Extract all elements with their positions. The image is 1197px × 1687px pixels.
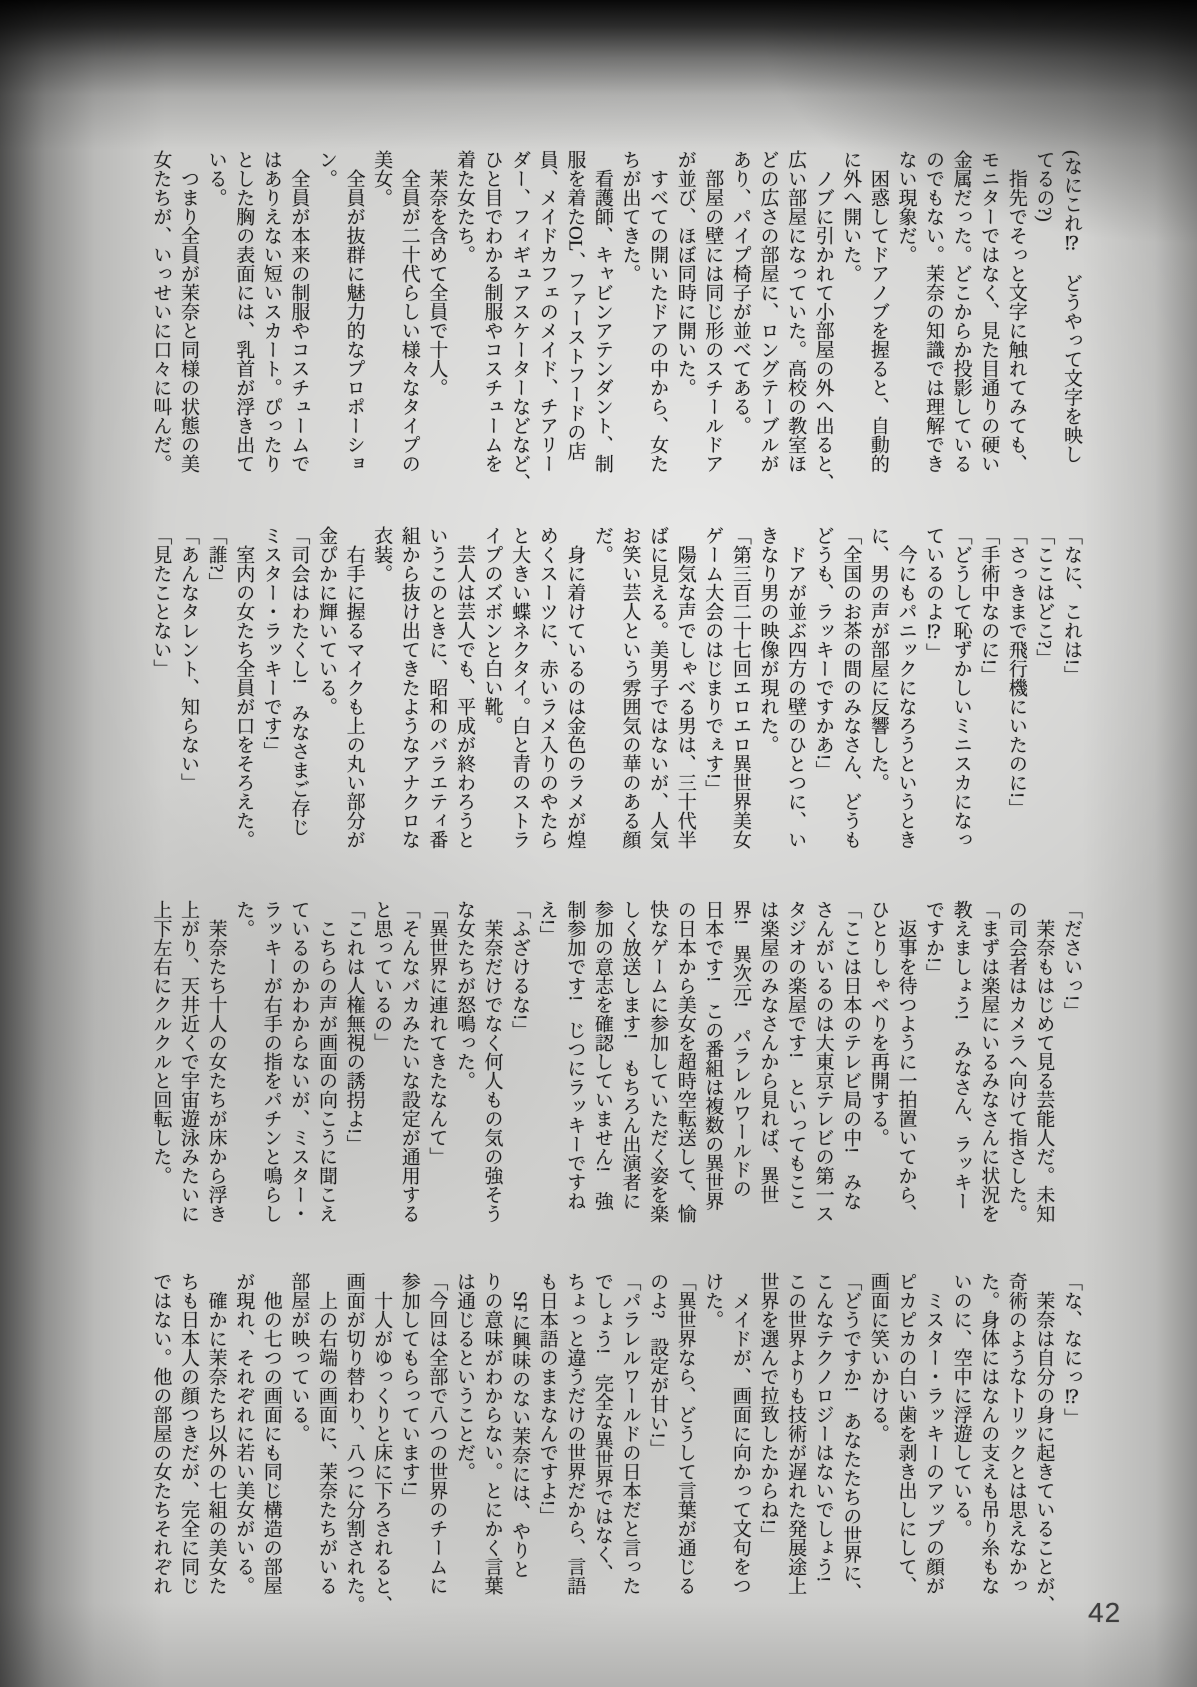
text-column: 部屋が映っている。	[288, 1272, 310, 1443]
text-column: メイドが、画面に向かって文句をつ	[729, 1272, 751, 1595]
text-column: の日本から美女を超時空転送して、愉	[674, 900, 696, 1223]
text-column: ているのかわからないが、ミスター・	[288, 900, 310, 1223]
text-column: 「さっきまで飛行機にいたのに!」	[1005, 526, 1027, 818]
text-column: お笑い芸人という雰囲気の華のある顔	[619, 526, 641, 849]
text-column: 日本です! この番組は複数の異世界	[702, 900, 724, 1211]
text-column: けた。	[702, 1272, 724, 1329]
text-column: 着た女たち。	[453, 150, 475, 264]
text-column: 画面が切り替わり、八つに分割された。	[343, 1272, 365, 1614]
text-column: 参加の意志を確認していません! 強	[591, 900, 613, 1211]
text-column: つまり全員が茉奈と同様の状態の美	[178, 150, 199, 473]
text-column: 他の七つの画面にも同じ構造の部屋	[260, 1272, 282, 1595]
text-column: 指先でそっと文字に触れてみても、	[1005, 150, 1027, 473]
text-column: 芸人は芸人でも、平成が終わろうと	[453, 526, 475, 849]
text-column: が現れ、それぞれに若い美女がいる。	[233, 1272, 255, 1595]
text-column: 広い部屋になっていた。高校の教室ほ	[785, 150, 807, 473]
text-column: た。	[233, 900, 255, 938]
text-column: ばに見える。美男子ではないが、人気	[647, 526, 669, 849]
text-column: も日本語のままなんですよ!」	[536, 1272, 558, 1526]
text-column: ているのよ⁉」	[923, 526, 945, 662]
text-column: 返事を待つように一拍置いてから、	[895, 900, 917, 1223]
text-column: ミスター・ラッキーのアップの顔が	[923, 1272, 945, 1595]
text-column: 茉奈たち十人の女たちが床から浮き	[205, 900, 227, 1223]
text-column: きなり男の映像が現れた。	[757, 526, 779, 754]
text-column: 「ここはどこ?」	[1033, 526, 1055, 668]
text-column: と思っているの」	[371, 900, 393, 1052]
text-column: 茉奈は自分の身に起きていることが、	[1033, 1272, 1055, 1614]
text-column: 女たちが、いっせいに口々に叫んだ。	[150, 150, 172, 473]
text-column: いる。	[205, 150, 227, 207]
text-column: 看護師、キャビンアテンダント、制	[591, 150, 613, 473]
text-band-4	[143, 1272, 1085, 1622]
text-column: 「これは人権無視の誘拐よ!」	[343, 900, 365, 1154]
text-column: 全員が抜群に魅力的なプロポーショ	[343, 150, 365, 473]
text-column: 全員が二十代らしい様々なタイプの	[398, 150, 420, 473]
text-column: のよ? 設定が甘い!」	[647, 1272, 669, 1458]
text-column: 「まずは楽屋にいるみなさんに状況を	[978, 900, 1000, 1223]
text-column: 「今回は全部で八つの世界のチームに	[426, 1272, 448, 1595]
text-column: 「全国のお茶の間のみなさん、どうも	[840, 526, 862, 849]
text-column: 「誰?」	[205, 526, 227, 592]
text-column: しく放送します! もちろん出演者に	[619, 900, 641, 1211]
text-column: 「異世界に連れてきたなんて」	[426, 900, 448, 1166]
text-column: どの広さの部屋に、ロングテーブルが	[757, 150, 779, 473]
text-column: でしょう! 完全な異世界ではなく、	[591, 1272, 613, 1583]
text-column: ダー、フィギュアスケーターなどなど、	[509, 150, 531, 492]
text-column: ちも日本人の顔つきだが、完全に同じ	[178, 1272, 199, 1595]
text-column: 茉奈もはじめて見る芸能人だ。未知	[1033, 900, 1055, 1223]
text-column: いのに、空中に浮遊している。	[950, 1272, 972, 1538]
text-column: 「第三百二十七回エロエロ異世界美女	[729, 526, 751, 849]
text-column: とした胸の表面には、乳首が浮き出て	[233, 150, 255, 473]
text-column: さんがいるのは大東京テレビの第一ス	[812, 900, 834, 1223]
text-column: SFに興味のない茉奈には、やりと	[509, 1272, 531, 1579]
text-column: ちょっと違うだけの世界だから、言語	[564, 1272, 586, 1595]
text-column: どうも、ラッキーですかあ!」	[812, 526, 834, 780]
text-column: 「手術中なのに!」	[978, 526, 1000, 685]
text-column: のでもない。茉奈の知識では理解でき	[923, 150, 945, 473]
text-column: 十人がゆっくりと床に下ろされると、	[371, 1272, 393, 1614]
text-column: 界! 異次元! パラレルワールドの	[729, 900, 751, 1198]
text-column: 部屋の壁には同じ形のスチールドア	[702, 150, 724, 473]
text-column: 「どうですか! あなたたちの世界に、	[840, 1272, 862, 1602]
text-column: 金ぴかに輝いている。	[315, 526, 337, 716]
text-column: 快なゲームに参加していただく姿を楽	[647, 900, 669, 1223]
text-column: こんなテクノロジーはないでしょう!	[812, 1272, 834, 1583]
text-band-3	[143, 900, 1085, 1250]
text-column: すべての開いたドアの中から、女た	[647, 150, 669, 473]
text-column: が並び、ほぼ同時に開いた。	[674, 150, 696, 397]
text-column: ピカピカの白い歯を剥き出しにして、	[895, 1272, 917, 1595]
text-column: 組から抜け出てきたようなアナクロな	[398, 526, 420, 849]
text-column: (なにこれ⁉ どうやって文字を映し	[1061, 150, 1082, 464]
text-column: 奇術のようなトリックとは思えなかっ	[1005, 1272, 1027, 1595]
text-column: ン。	[315, 150, 337, 188]
text-column: りの意味がわからない。とにかく言葉	[481, 1272, 503, 1595]
text-column: 「ここは日本のテレビ局の中! みな	[840, 900, 862, 1211]
text-column: 「な、なにっ⁉」	[1061, 1272, 1082, 1427]
text-column: は楽屋のみなさんから見れば、異世	[757, 900, 779, 1204]
text-column: ゲーム大会のはじまりでぇす!」	[702, 526, 724, 799]
text-column: 画面に笑いかける。	[867, 1272, 889, 1443]
text-column: こちらの声が画面の向こうに聞こえ	[315, 900, 337, 1223]
text-band-1	[143, 150, 1085, 500]
text-column: 茉奈を含めて全員で十人。	[426, 150, 448, 397]
text-column: 服を着たOL、ファーストフードの店	[564, 150, 586, 461]
text-column: ラッキーが右手の指をパチンと鳴らし	[260, 900, 282, 1223]
text-column: だ。	[591, 526, 613, 564]
text-column: な女たちが怒鳴った。	[453, 900, 475, 1090]
text-column: 室内の女たち全員が口をそろえた。	[233, 526, 255, 849]
text-column: てるの?)	[1033, 150, 1055, 222]
text-column: イプのズボンと白い靴。	[481, 526, 503, 735]
text-column: 員、メイドカフェのメイド、チアリー	[536, 150, 558, 473]
text-column: 「なに、これは!」	[1061, 526, 1082, 685]
text-column: 「ふざけるな!」	[509, 900, 531, 1040]
text-column: に、男の声が部屋に反響した。	[867, 526, 889, 792]
text-column: 制参加です! じつにラッキーですね	[564, 900, 586, 1211]
text-column: 参加してもらっています!」	[398, 1272, 420, 1507]
text-column: ではない。他の部屋の女たちそれぞれ	[150, 1272, 172, 1595]
text-column: は通じるということだ。	[453, 1272, 475, 1481]
text-column: 教えましょう! みなさん、ラッキー	[950, 900, 972, 1211]
text-band-2	[143, 526, 1085, 876]
text-column: 金属だった。どこからか投影している	[950, 150, 972, 473]
text-column: この世界よりも技術が遅れた発展途上	[785, 1272, 807, 1595]
text-column: モニターではなく、見た目通りの硬い	[978, 150, 1000, 473]
text-column: めくスーツに、赤いラメ入りのやたら	[536, 526, 558, 849]
text-column: と大きい蝶ネクタイ。白と青のストラ	[509, 526, 531, 849]
text-column: 「あんなタレント、知らない」	[178, 526, 199, 792]
text-column: ドアが並ぶ四方の壁のひとつに、い	[785, 526, 807, 849]
text-column: 「見たことない」	[150, 526, 172, 678]
text-column: 「ださいっ!」	[1061, 900, 1082, 1021]
text-column: え!」	[536, 900, 558, 945]
text-column: 身に着けているのは金色のラメが煌	[564, 526, 586, 849]
text-column: ない現象だ。	[895, 150, 917, 264]
text-column: の司会者はカメラへ向けて指さした。	[1005, 900, 1027, 1223]
text-column: 陽気な声でしゃべる男は、三十代半	[674, 526, 696, 849]
text-column: ちが出てきた。	[619, 150, 641, 283]
text-column: あり、パイプ椅子が並べてある。	[729, 150, 751, 435]
text-column: 上下左右にクルクルと回転した。	[150, 900, 172, 1185]
text-column: 「そんなバカみたいな設定が通用する	[398, 900, 420, 1223]
text-column: 「司会はわたくし! みなさまご存じ	[288, 526, 310, 837]
text-column: 「異世界なら、どうして言葉が通じる	[674, 1272, 696, 1595]
text-column: 美女。	[371, 150, 393, 207]
text-column: 世界を選んで拉致したからね!」	[757, 1272, 779, 1545]
text-column: タジオの楽屋です! といってもここ	[785, 900, 807, 1211]
text-column: 確かに茉奈たち以外の七組の美女た	[205, 1272, 227, 1595]
text-column: 衣装。	[371, 526, 393, 583]
text-column: いうこのときに、昭和のバラエティ番	[426, 526, 448, 849]
text-column: た。身体にはなんの支えも吊り糸もな	[978, 1272, 1000, 1595]
text-column: 上の右端の画面に、茉奈たちがいる	[315, 1272, 337, 1595]
text-column: 上がり、天井近くで宇宙遊泳みたいに	[178, 900, 199, 1223]
text-column: 全員が本来の制服やコスチュームで	[288, 150, 310, 473]
text-column: ひとりしゃべりを再開する。	[867, 900, 889, 1147]
text-column: 「どうして恥ずかしいミニスカになっ	[950, 526, 972, 849]
text-column: ノブに引かれて小部屋の外へ出ると、	[812, 150, 834, 492]
text-column: 今にもパニックになろうというとき	[895, 526, 917, 849]
text-column: に外へ開いた。	[840, 150, 862, 283]
text-column: はありえない短いスカート。ぴったり	[260, 150, 282, 473]
text-column: 「パラレルワールドの日本だと言った	[619, 1272, 641, 1595]
text-column: 右手に握るマイクも上の丸い部分が	[343, 526, 365, 849]
text-column: 困惑してドアノブを握ると、自動的	[867, 150, 889, 473]
text-column: ですか!」	[923, 900, 945, 983]
text-column: 茉奈だけでなく何人もの気の強そう	[481, 900, 503, 1223]
page-number: 42	[1088, 1597, 1122, 1628]
text-column: ひと目でわかる制服やコスチュームを	[481, 150, 503, 473]
text-column: ミスター・ラッキーです!」	[260, 526, 282, 761]
